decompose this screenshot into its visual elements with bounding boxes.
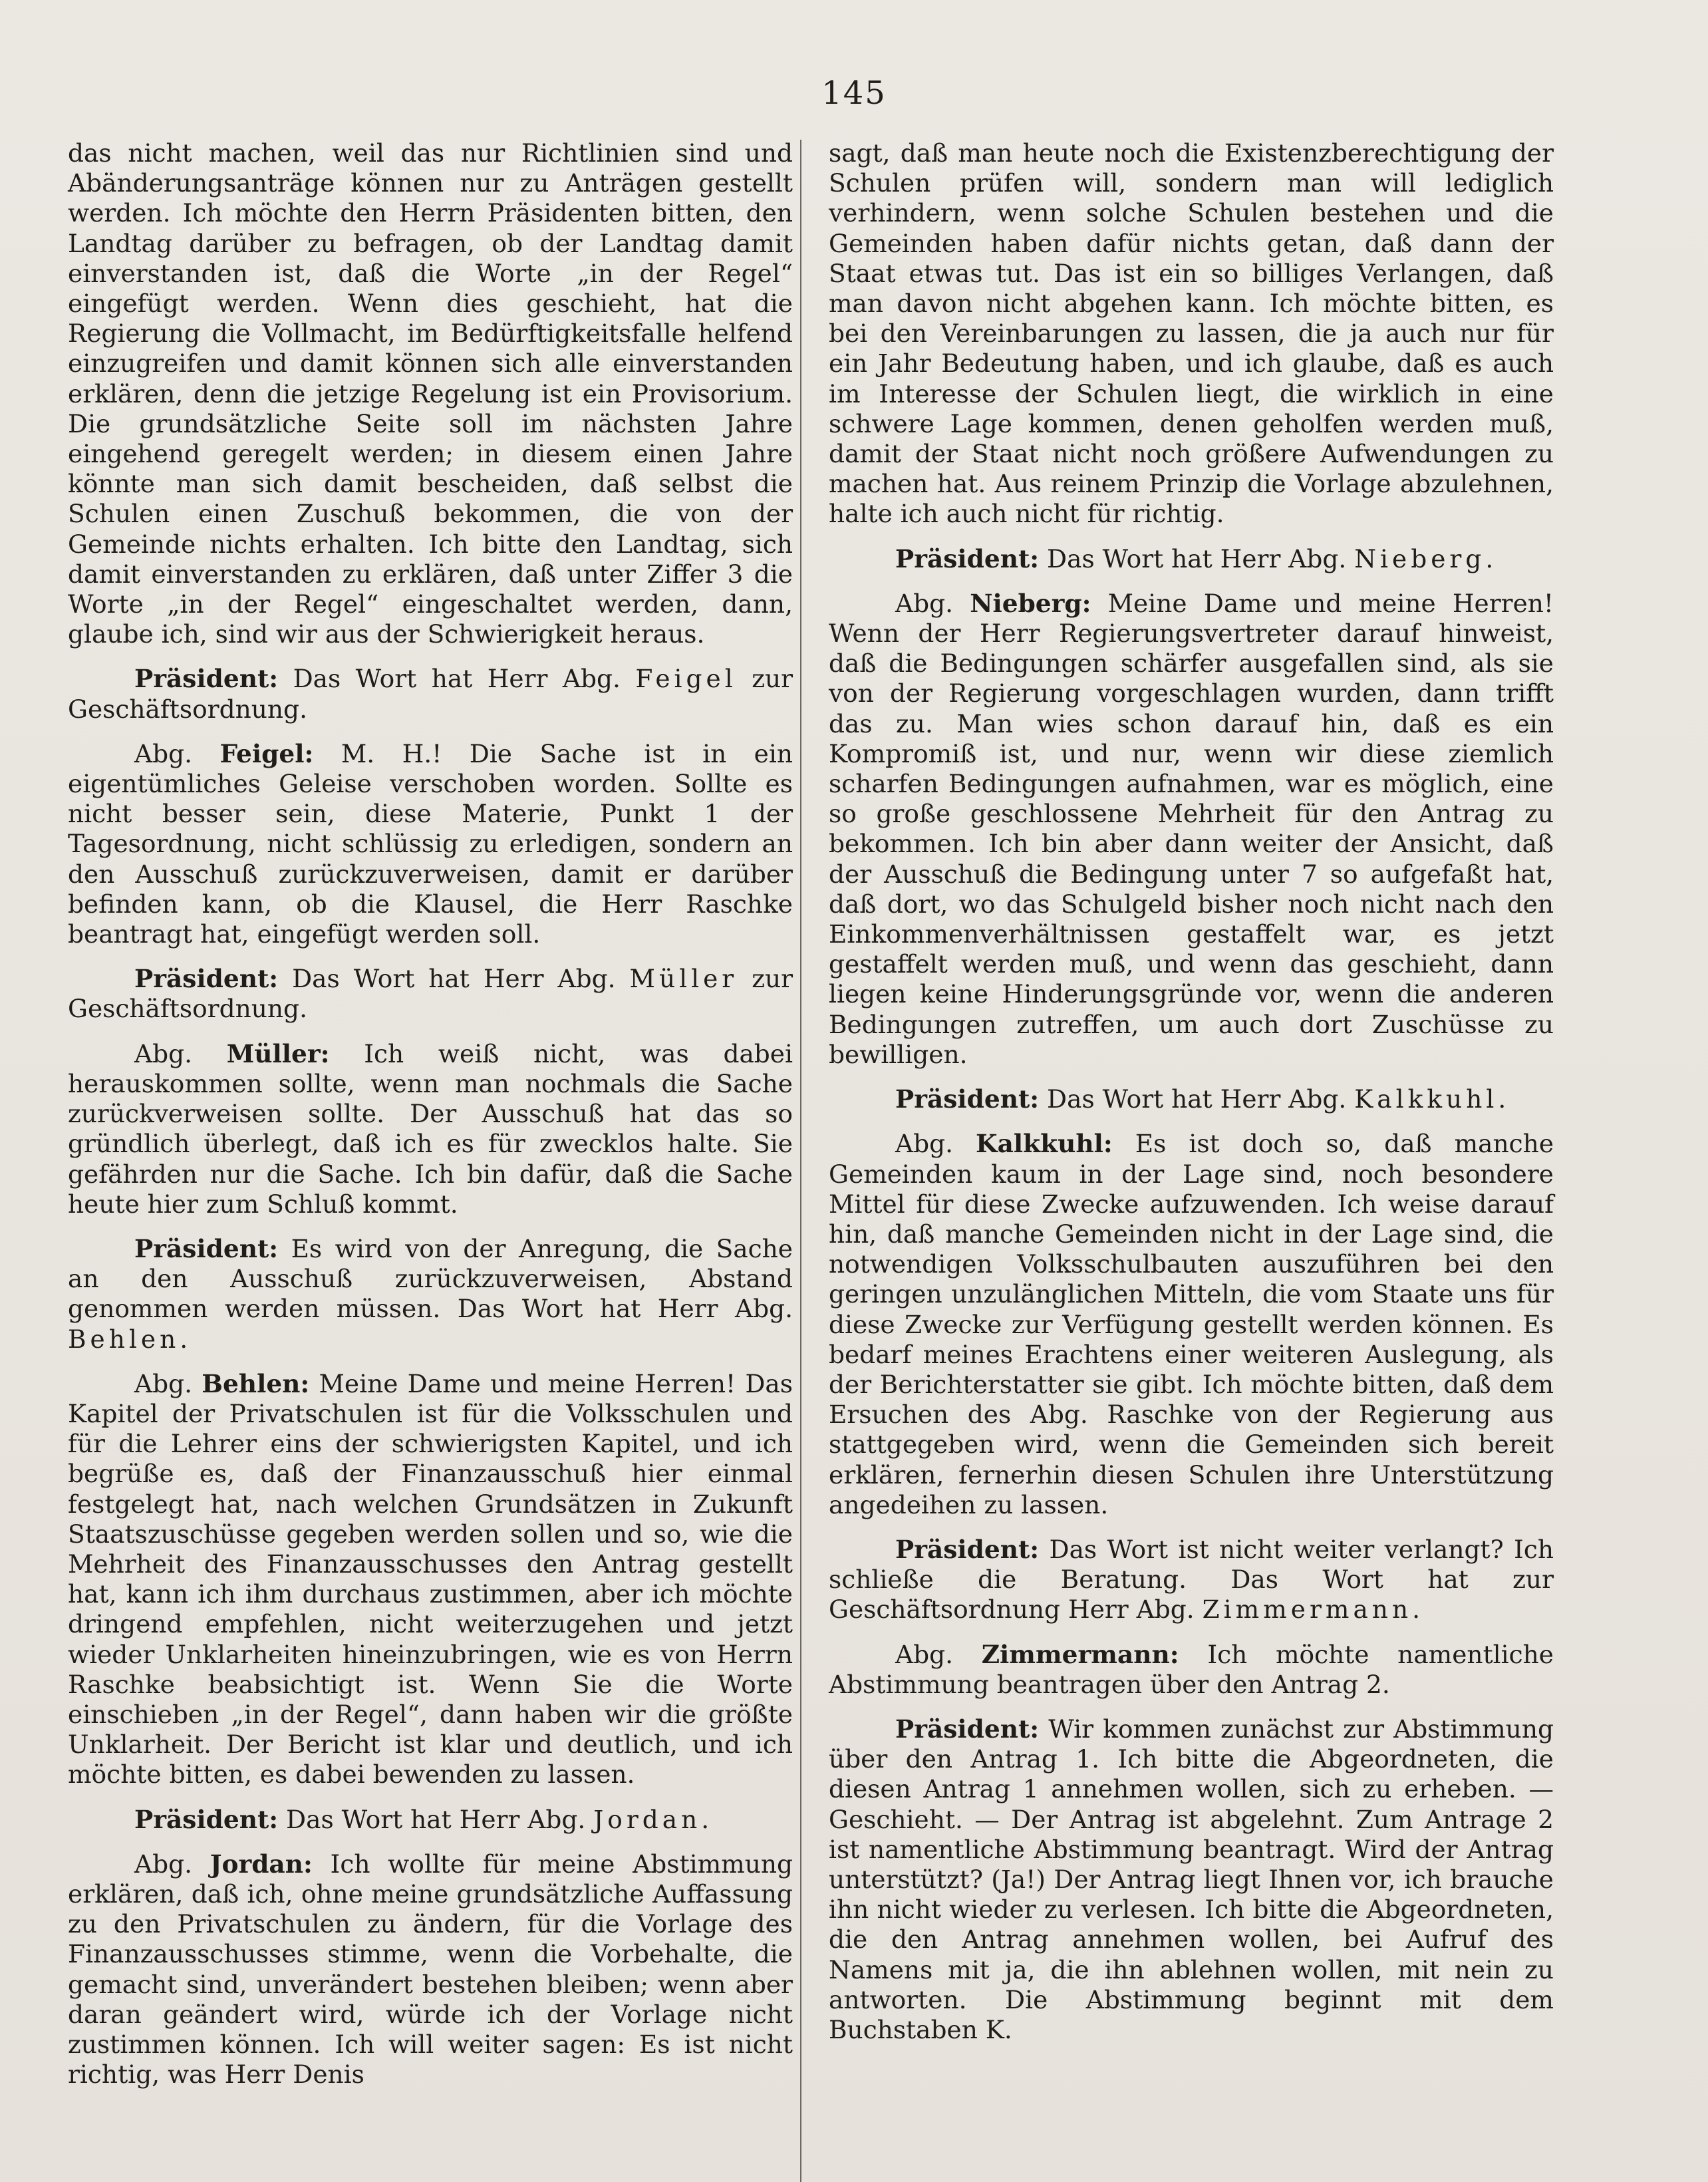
president-statement	[68, 664, 793, 724]
member-name: Nieberg	[1354, 544, 1486, 573]
speaker-label: Müller:	[226, 1038, 330, 1068]
member-name: Feigel	[635, 664, 737, 694]
speech-text: Ich weiß nicht, was dabei herauskommen sollte, wenn man nochmals die Sache zurückverweisen sollte. Der Ausschuß hat das so gründlich überlegt, daß ich es für zwecklos halte. Sie gefährden nur die Sache. Ich bin dafür, daß die Sache heute hier zum Schluß kommt.	[68, 1038, 793, 1219]
speech-text: Ich wollte für meine Abstimmung erklären, daß ich, ohne meine grundsätzliche Auffassung zu den Privatschulen zu ändern, für die Vorlage des Finanzausschusses stimme, wenn die Vorbehalte, die gemacht sind, unverändert bestehen bleiben; wenn aber daran geändert wird, würde ich der Vorlage nicht zustimmen können. Ich will weiter sagen: Es ist nicht richtig, was Herr Denis	[68, 1849, 793, 2090]
member-speech	[68, 1369, 793, 1790]
statement-text: .	[180, 1324, 188, 1354]
member-speech	[68, 739, 793, 949]
president-statement	[829, 1714, 1554, 2045]
page-number: 145	[821, 75, 887, 112]
speaker-label: Feigel:	[219, 738, 314, 768]
statement-text: Das Wort ist nicht weiter verlangt? Ich schließe die Beratung. Das Wort hat zur Geschäftsordnung Herr Abg.	[829, 1534, 1554, 1625]
speech-text: Ich möchte namentliche Abstimmung beantragen über den Antrag 2.	[829, 1639, 1554, 1699]
statement-text: zur Geschäftsordnung.	[68, 664, 793, 724]
president-statement	[829, 1084, 1554, 1114]
statement-text: Das Wort hat Herr Abg.	[292, 964, 616, 994]
statement-text: Wir kommen zunächst zur Abstimmung über den Antrag 1. Ich bitte die Abgeordneten, die diesen Antrag 1 annehmen wollen, sich zu erheben. — Geschieht. — Der Antrag ist abgelehnt. Zum Antrage 2 ist namentliche Abstimmung beantragt. Wird der Antrag unterstützt? (Ja!) Der Antrag liegt Ihnen vor, ich brauche ihn nicht wieder zu verlesen. Ich bitte die Abgeordneten, die den Antrag annehmen wollen, bei Aufruf des Namens mit ja, die ihn ablehnen wollen, mit nein zu antworten. Die Abstimmung beginnt mit dem Buchstaben K.	[829, 1714, 1554, 2044]
speaker-label: Präsident:	[134, 1804, 279, 1834]
speech-text: M. H.! Die Sache ist in ein eigentümliches Geleise verschoben worden. Sollte es nicht besser sein, diese Materie, Punkt 1 der Tagesordnung, nicht schlüssig zu erledigen, sondern an den Ausschuß zurückzuverweisen, damit er darüber befinden kann, ob die Klausel, die Herr Raschke beantragt hat, eingefügt werden soll.	[68, 738, 793, 949]
president-statement	[829, 1535, 1554, 1625]
paragraph-text: das nicht machen, weil das nur Richtlinien sind und Abänderungsanträge können nur zu Anträgen gestellt werden. Ich möchte den Herrn Präsidenten bitten, den Landtag darüber zu befragen, ob der Landtag damit einverstanden ist, daß die Worte „in der Regel“ eingefügt werden. Wenn dies geschieht, hat die Regierung die Vollmacht, im Bedürftigkeitsfalle helfend einzugreifen und damit können sich alle einverstanden erklären, denn die jetzige Regelung ist ein Provisorium. Die grundsätzliche Seite soll im nächsten Jahre eingehend geregelt werden; in diesem einen Jahre könnte man sich damit bescheiden, daß selbst die Schulen einen Zuschuß bekommen, die von der Gemeinde nichts erhalten. Ich bitte den Landtag, sich damit einverstanden zu erklären, daß unter Ziffer 3 die Worte „in der Regel“ eingeschaltet werden, dann, glaube ich, sind wir aus der Schwierigkeit heraus.	[68, 138, 793, 649]
statement-text: zur Geschäftsordnung.	[68, 964, 793, 1024]
member-speech	[68, 1039, 793, 1219]
abg-label: Abg.	[134, 738, 193, 768]
member-speech	[829, 1129, 1554, 1520]
speaker-label: Präsident:	[134, 1233, 279, 1263]
speaker-label: Kalkkuhl:	[976, 1129, 1113, 1159]
left-column	[68, 138, 793, 2090]
speech-text: Es ist doch so, daß manche Gemeinden kaum in der Lage sind, noch besondere Mittel für diese Zwecke aufzuwenden. Ich weise darauf hin, daß manche Gemeinden nicht in der Lage sind, die notwendigen Volksschulbauten auszuführen bei den geringen unzulänglichen Mitteln, die vom Staate uns für diese Zwecke zur Verfügung gestellt werden können. Es bedarf meines Erachtens einer weiteren Auslegung, als der Berichterstatter sie gibt. Ich möchte bitten, daß dem Ersuchen des Abg. Raschke von der Regierung aus stattgegeben wird, wenn die Gemeinden sich bereit erklären, fernerhin diesen Schulen ihre Unterstützung angedeihen zu lassen.	[829, 1129, 1554, 1519]
speech-text: Meine Dame und meine Herren! Wenn der Herr Regierungsvertreter darauf hinweist, daß die Bedingungen schärfer ausgefallen sind, als sie von der Regierung vorgeschlagen wurden, dann trifft das zu. Man wies schon darauf hin, daß es ein Kompromiß ist, und nur, wenn wir diese ziemlich scharfen Bedingungen aufnahmen, war es möglich, eine so große geschlossene Mehrheit für den Antrag zu bekommen. Ich bin aber dann weiter der Ansicht, daß der Ausschuß die Bedingung unter 7 so aufgefaßt hat, daß dort, wo das Schulgeld bisher noch nicht nach den Einkommenverhältnissen gestaffelt war, es jetzt gestaffelt werden muß, und wenn das geschieht, dann liegen keine Hinderungsgründe vor, wenn die anderen Bedingungen zutreffen, um auch dort Zuschüsse zu bewilligen.	[829, 588, 1554, 1069]
member-name: Kalkkuhl	[1354, 1084, 1498, 1114]
abg-label: Abg.	[134, 1038, 193, 1068]
speaker-label: Behlen:	[202, 1368, 310, 1398]
abg-label: Abg.	[895, 588, 954, 618]
member-name: Zimmermann	[1202, 1595, 1413, 1625]
column-divider	[800, 140, 801, 2182]
member-speech	[68, 1849, 793, 2090]
paragraph-continuation	[68, 138, 793, 649]
abg-label: Abg.	[895, 1129, 954, 1159]
speaker-label: Präsident:	[134, 964, 279, 994]
speaker-label: Präsident:	[134, 664, 279, 694]
statement-text: .	[1412, 1595, 1421, 1625]
speaker-label: Präsident:	[895, 544, 1040, 573]
speech-text: Meine Dame und meine Herren! Das Kapitel der Privatschulen ist für die Volksschulen und für die Lehrer eins der schwierigsten Kapitel, und ich begrüße es, daß der Finanzausschuß hier einmal festgelegt hat, nach welchen Grundsätzen in Zukunft Staatszuschüsse gegeben werden sollen und so, wie die Mehrheit des Finanzausschusses den Antrag gestellt hat, kann ich ihm durchaus zustimmen, aber ich möchte dringend empfehlen, nicht weiterzugehen und jetzt wieder Unklarheiten hineinzubringen, wie es von Herrn Raschke beabsichtigt ist. Wenn Sie die Worte einschieben „in der Regel“, dann haben wir die größte Unklarheit. Der Bericht ist klar und deutlich, und ich möchte bitten, es dabei bewenden zu lassen.	[68, 1368, 793, 1790]
president-statement	[68, 1234, 793, 1354]
abg-label: Abg.	[134, 1849, 193, 1879]
statement-text: .	[701, 1804, 710, 1834]
president-statement	[68, 964, 793, 1024]
paragraph-text: sagt, daß man heute noch die Existenzberechtigung der Schulen prüfen will, sondern man will lediglich verhindern, wenn solche Schulen bestehen und die Gemeinden haben dafür nichts getan, daß dann der Staat etwas tut. Das ist ein so billiges Verlangen, daß man davon nicht abgehen kann. Ich möchte bitten, es bei den Vereinbarungen zu lassen, die ja auch nur für ein Jahr Bedeutung haben, und ich glaube, daß es auch im Interesse der Schulen liegt, die wirklich in eine schwere Lage kommen, denen geholfen werden muß, damit der Staat nicht noch größere Aufwendungen zu machen hat. Aus reinem Prinzip die Vorlage abzulehnen, halte ich auch nicht für richtig.	[829, 138, 1554, 529]
president-statement	[68, 1805, 793, 1835]
speaker-label: Präsident:	[895, 1714, 1040, 1744]
statement-text: Es wird von der Anregung, die Sache an den Ausschuß zurückzuverweisen, Abstand genommen werden müssen. Das Wort hat Herr Abg.	[68, 1233, 793, 1324]
member-name: Jordan	[593, 1804, 702, 1834]
statement-text: .	[1485, 544, 1494, 573]
speaker-label: Jordan:	[210, 1849, 313, 1879]
abg-label: Abg.	[134, 1368, 193, 1398]
member-name: Müller	[629, 964, 738, 994]
statement-text: .	[1498, 1084, 1506, 1114]
statement-text: Das Wort hat Herr Abg.	[1047, 1084, 1347, 1114]
member-name: Behlen	[68, 1324, 180, 1354]
statement-text: Das Wort hat Herr Abg.	[293, 664, 621, 694]
speaker-label: Präsident:	[895, 1534, 1040, 1564]
right-column	[829, 138, 1554, 2045]
president-statement	[829, 544, 1554, 574]
speaker-label: Präsident:	[895, 1084, 1040, 1114]
speaker-label: Nieberg:	[970, 588, 1091, 618]
abg-label: Abg.	[895, 1639, 954, 1669]
speaker-label: Zimmermann:	[981, 1639, 1179, 1669]
member-speech	[829, 589, 1554, 1070]
statement-text: Das Wort hat Herr Abg.	[286, 1804, 586, 1834]
paragraph-continuation	[829, 138, 1554, 530]
member-speech	[829, 1640, 1554, 1700]
statement-text: Das Wort hat Herr Abg.	[1047, 544, 1347, 573]
